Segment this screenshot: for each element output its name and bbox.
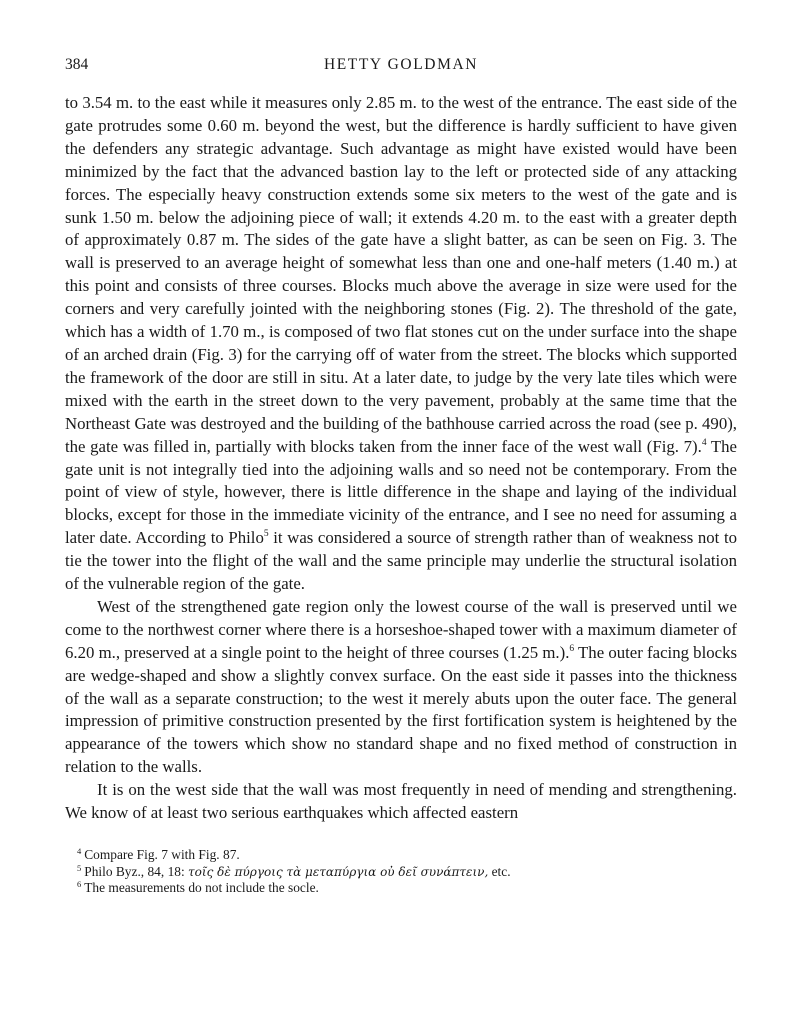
paragraph-1-text-c: it was considered a source of strength rather than of weakness not to tie the tower into the flight of the wall and the same principle may underlie the structural isolation of the vulnerable region of the gate. [65, 528, 737, 594]
running-head [65, 56, 737, 78]
footnote-marker: 5 [77, 862, 82, 873]
paragraph-2-text-b: The outer facing blocks are wedge-shaped and show a slightly convex surface. On the east side it passes into the thickness of the wall as a separate construction; to the west it merely abuts upon the outer face. The general impression of primitive construction presented by the first fortification system is heightened by the appearance of the towers which show no standard shape and no fixed method of construction in relation to the walls. [65, 642, 737, 777]
running-title: HETTY GOLDMAN [323, 56, 479, 73]
footnote-text: The measurements do not include the socle. [84, 880, 319, 896]
footnote-ref-6: 6 [569, 643, 575, 654]
footnote-5 [77, 864, 737, 881]
footnote-6 [77, 880, 737, 897]
footnote-text: Compare Fig. 7 with Fig. 87. [84, 847, 240, 862]
paragraph-1-text-a: to 3.54 m. to the east while it measures only 2.85 m. to the west of the entrance. The east side of the gate protrudes some 0.60 m. beyond the west, but the difference is hardly sufficient to have given the defenders any strategic advantage. Such advantage as might have existed would have been minimized by the fact that the advanced bastion lay to the left or protected side of any attacking forces. The especially heavy construction extends some six meters to the west of the gate and is sunk 1.50 m. below the adjoining piece of wall; it extends 4.20 m. to the east with a greater depth of approximately 0.87 m. The sides of the gate have a slight batter, as can be seen on Fig. 3. The wall is preserved to an average height of somewhat less than one and one-half meters (1.40 m.) at this point and consists of three courses. Blocks much above the average in size were used for the corners and very carefully jointed with the neighboring stones (Fig. 2). The threshold of the gate, which has a width of 1.70 m., is composed of two flat stones cut on the under surface into the shape of an arched drain (Fig. 3) for the carrying off of water from the street. The blocks which supported the framework of the door are still in situ. At a later date, to judge by the very late tiles which were mixed with the earth in the street down to the very pavement, probably at the same time that the Northeast Gate was destroyed and the building of the bathhouse carried across the road (see p. 490), the gate was filled in, partially with blocks taken from the inner face of the west wall (Fig. 7). [65, 93, 737, 456]
footnote-marker: 4 [77, 846, 82, 856]
paragraph-3: It is on the west side that the wall was most frequently in need of mending and strengthening. We know of at least two serious earthquakes which affected eastern [65, 780, 737, 823]
footnote-text-tail: etc. [488, 863, 511, 879]
paragraph-2-text-a: West of the strengthened gate region only the lowest course of the wall is preserved until we come to the northwest corner where there is a horseshoe-shaped tower with a maximum diameter of 6.20 m., preserved at a single point to the height of three courses (1.25 m.). [65, 596, 737, 662]
paragraph-1 [65, 92, 737, 596]
footnote-marker: 6 [77, 879, 82, 890]
footnote-ref-5: 5 [263, 529, 269, 540]
footnotes [65, 847, 737, 897]
page-number: 384 [65, 56, 89, 73]
paragraph-1-text-b: The gate unit is not integrally tied into the adjoining walls and so need not be contemporary. From the point of view of style, however, there is little difference in the shape and laying of the individual blocks, except for those in the immediate vicinity of the entrance, and I see no need for assuming a later date. According to Philo [65, 436, 737, 548]
greek-quotation: τοῖς δὲ πύργοις τὰ μεταπύργια οὐ δεῖ συνάπτειν, [188, 864, 489, 879]
footnote-text: Philo Byz., 84, 18: [84, 863, 189, 879]
footnote-4 [77, 847, 737, 864]
body-text [65, 92, 737, 825]
paragraph-2 [65, 596, 737, 779]
footnote-ref-4: 4 [701, 437, 707, 448]
page [65, 56, 737, 897]
